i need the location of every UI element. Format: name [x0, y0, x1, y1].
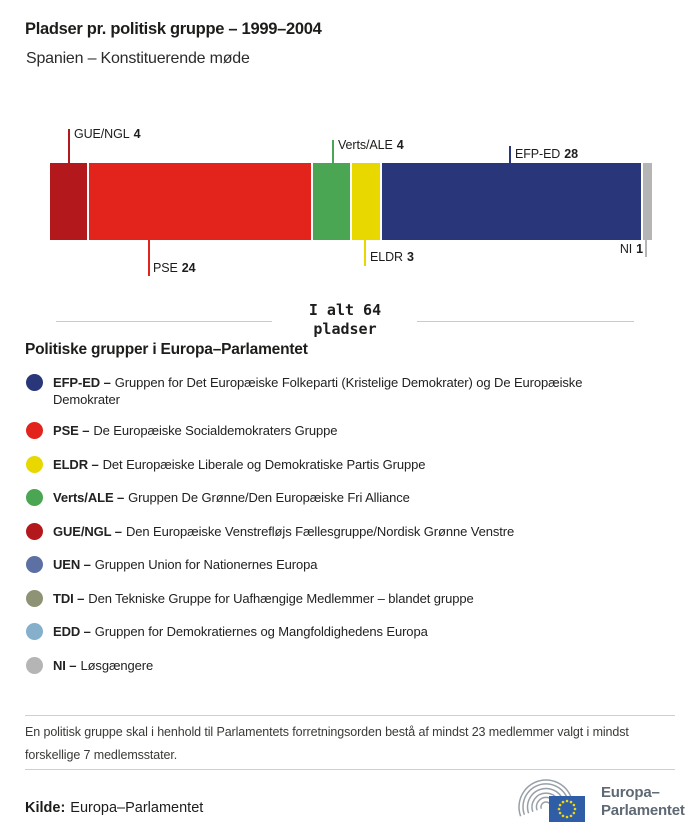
bar-segment-gue-ngl[interactable]	[50, 163, 87, 240]
legend-item-pse	[25, 422, 643, 439]
legend-desc: Løsgængere	[80, 657, 154, 673]
legend-dot-icon	[26, 422, 43, 439]
callout-label-pse	[153, 261, 195, 275]
legend-abbr: Verts/ALE –	[53, 490, 125, 505]
group-seats: 4	[133, 127, 141, 141]
ep-hemicycle-icon	[516, 777, 588, 827]
legend-heading: Politiske grupper i Europa–Parlamentet	[25, 341, 308, 358]
legend-dot-icon	[26, 489, 43, 506]
legend-desc: De Europæiske Socialdemokraters Gruppe	[93, 423, 338, 438]
legend-abbr: EDD –	[53, 624, 91, 639]
callout-line-eldr	[364, 240, 366, 266]
footnote-divider-top	[25, 715, 675, 716]
legend-abbr: NI –	[53, 657, 77, 673]
group-abbr: Verts/ALE	[338, 138, 393, 152]
group-abbr: GUE/NGL	[74, 127, 130, 141]
group-seats: 3	[406, 250, 414, 264]
bar-segment-efp-ed[interactable]	[382, 163, 641, 240]
bar-segment-eldr[interactable]	[352, 163, 380, 240]
callout-label-gue-ngl	[74, 127, 140, 141]
legend-abbr: EFP-ED –	[53, 375, 111, 390]
group-abbr: NI	[619, 242, 633, 256]
legend-desc: Gruppen for Det Europæiske Folkeparti (Kristelige Demokrater) og De Europæiske Demokrater	[53, 375, 583, 407]
footnote-text: En politisk gruppe skal i henhold til Parlamentets forretningsorden bestå af mindst 23 medlemmer valgt i mindst forskellige 7 medlemsstater.	[25, 725, 629, 762]
legend-desc: Det Europæiske Liberale og Demokratiske Partis Gruppe	[102, 456, 426, 472]
bar-segment-verts-ale[interactable]	[313, 163, 350, 240]
legend-item-uen	[25, 556, 643, 573]
legend-dot-icon	[26, 456, 43, 473]
legend-item-verts-ale	[25, 489, 643, 506]
legend-dot-icon	[26, 374, 43, 391]
callout-label-verts-ale	[338, 138, 404, 152]
legend-desc: Gruppen Union for Nationernes Europa	[94, 557, 318, 572]
legend-item-edd	[25, 623, 643, 640]
callout-line-gue-ngl	[68, 129, 70, 163]
legend-item-gue-ngl	[25, 523, 643, 540]
source-line	[25, 800, 203, 816]
legend-desc: Den Tekniske Gruppe for Uafhængige Medlemmer – blandet gruppe	[88, 590, 474, 606]
legend-dot-icon	[26, 657, 43, 674]
callout-line-ni	[645, 240, 647, 257]
group-abbr: EFP-ED	[515, 147, 561, 161]
group-abbr: ELDR	[370, 250, 403, 264]
bar-segment-ni[interactable]	[643, 163, 652, 240]
group-seats: 4	[396, 138, 404, 152]
legend-desc: Den Europæiske Venstrefløjs Fællesgruppe/Nordisk Grønne Venstre	[125, 523, 515, 539]
legend-dot-icon	[26, 556, 43, 573]
legend-item-efp-ed	[25, 374, 643, 408]
legend-dot-icon	[26, 590, 43, 607]
total-line-1: I alt 64	[308, 301, 382, 319]
callout-line-efp-ed	[509, 146, 511, 163]
total-line-2: pladser	[313, 320, 377, 338]
page-title: Pladser pr. politisk gruppe – 1999–2004	[25, 20, 322, 38]
legend-list	[25, 374, 643, 690]
group-seats: 28	[564, 147, 578, 161]
group-seats: 1	[636, 242, 643, 256]
ep-logo-text-line1: Europa–	[601, 784, 660, 801]
ep-logo-text-line2: Parlamentet	[601, 802, 685, 819]
callout-label-ni	[601, 242, 643, 256]
legend-item-ni	[25, 657, 643, 674]
legend-abbr: PSE –	[53, 423, 90, 438]
page-subtitle: Spanien – Konstituerende møde	[26, 50, 250, 67]
ep-logo-text	[601, 784, 685, 820]
stacked-seat-bar	[50, 163, 652, 240]
legend-abbr: TDI –	[53, 590, 85, 606]
callout-line-pse	[148, 240, 150, 276]
source-label: Kilde:	[25, 800, 66, 816]
bar-segment-pse[interactable]	[89, 163, 311, 240]
legend-dot-icon	[26, 523, 43, 540]
legend-item-eldr	[25, 456, 643, 473]
total-divider-right	[417, 321, 634, 322]
legend-abbr: UEN –	[53, 557, 91, 572]
footnote-divider-bottom	[25, 769, 675, 770]
legend-desc: Gruppen De Grønne/Den Europæiske Fri Alliance	[128, 490, 410, 505]
legend-desc: Gruppen for Demokratiernes og Mangfoldighedens Europa	[94, 624, 428, 639]
callout-label-eldr	[370, 250, 414, 264]
legend-abbr: ELDR –	[53, 456, 99, 472]
source-value: Europa–Parlamentet	[70, 800, 204, 816]
legend-item-tdi	[25, 590, 643, 607]
ep-logo	[516, 777, 685, 827]
legend-abbr: GUE/NGL –	[53, 523, 122, 539]
group-seats: 24	[181, 261, 196, 275]
total-divider-left	[56, 321, 272, 322]
group-abbr: PSE	[153, 261, 178, 275]
callout-label-efp-ed	[515, 147, 578, 161]
legend-dot-icon	[26, 623, 43, 640]
callout-line-verts-ale	[332, 140, 334, 163]
total-seats-label	[250, 301, 440, 339]
